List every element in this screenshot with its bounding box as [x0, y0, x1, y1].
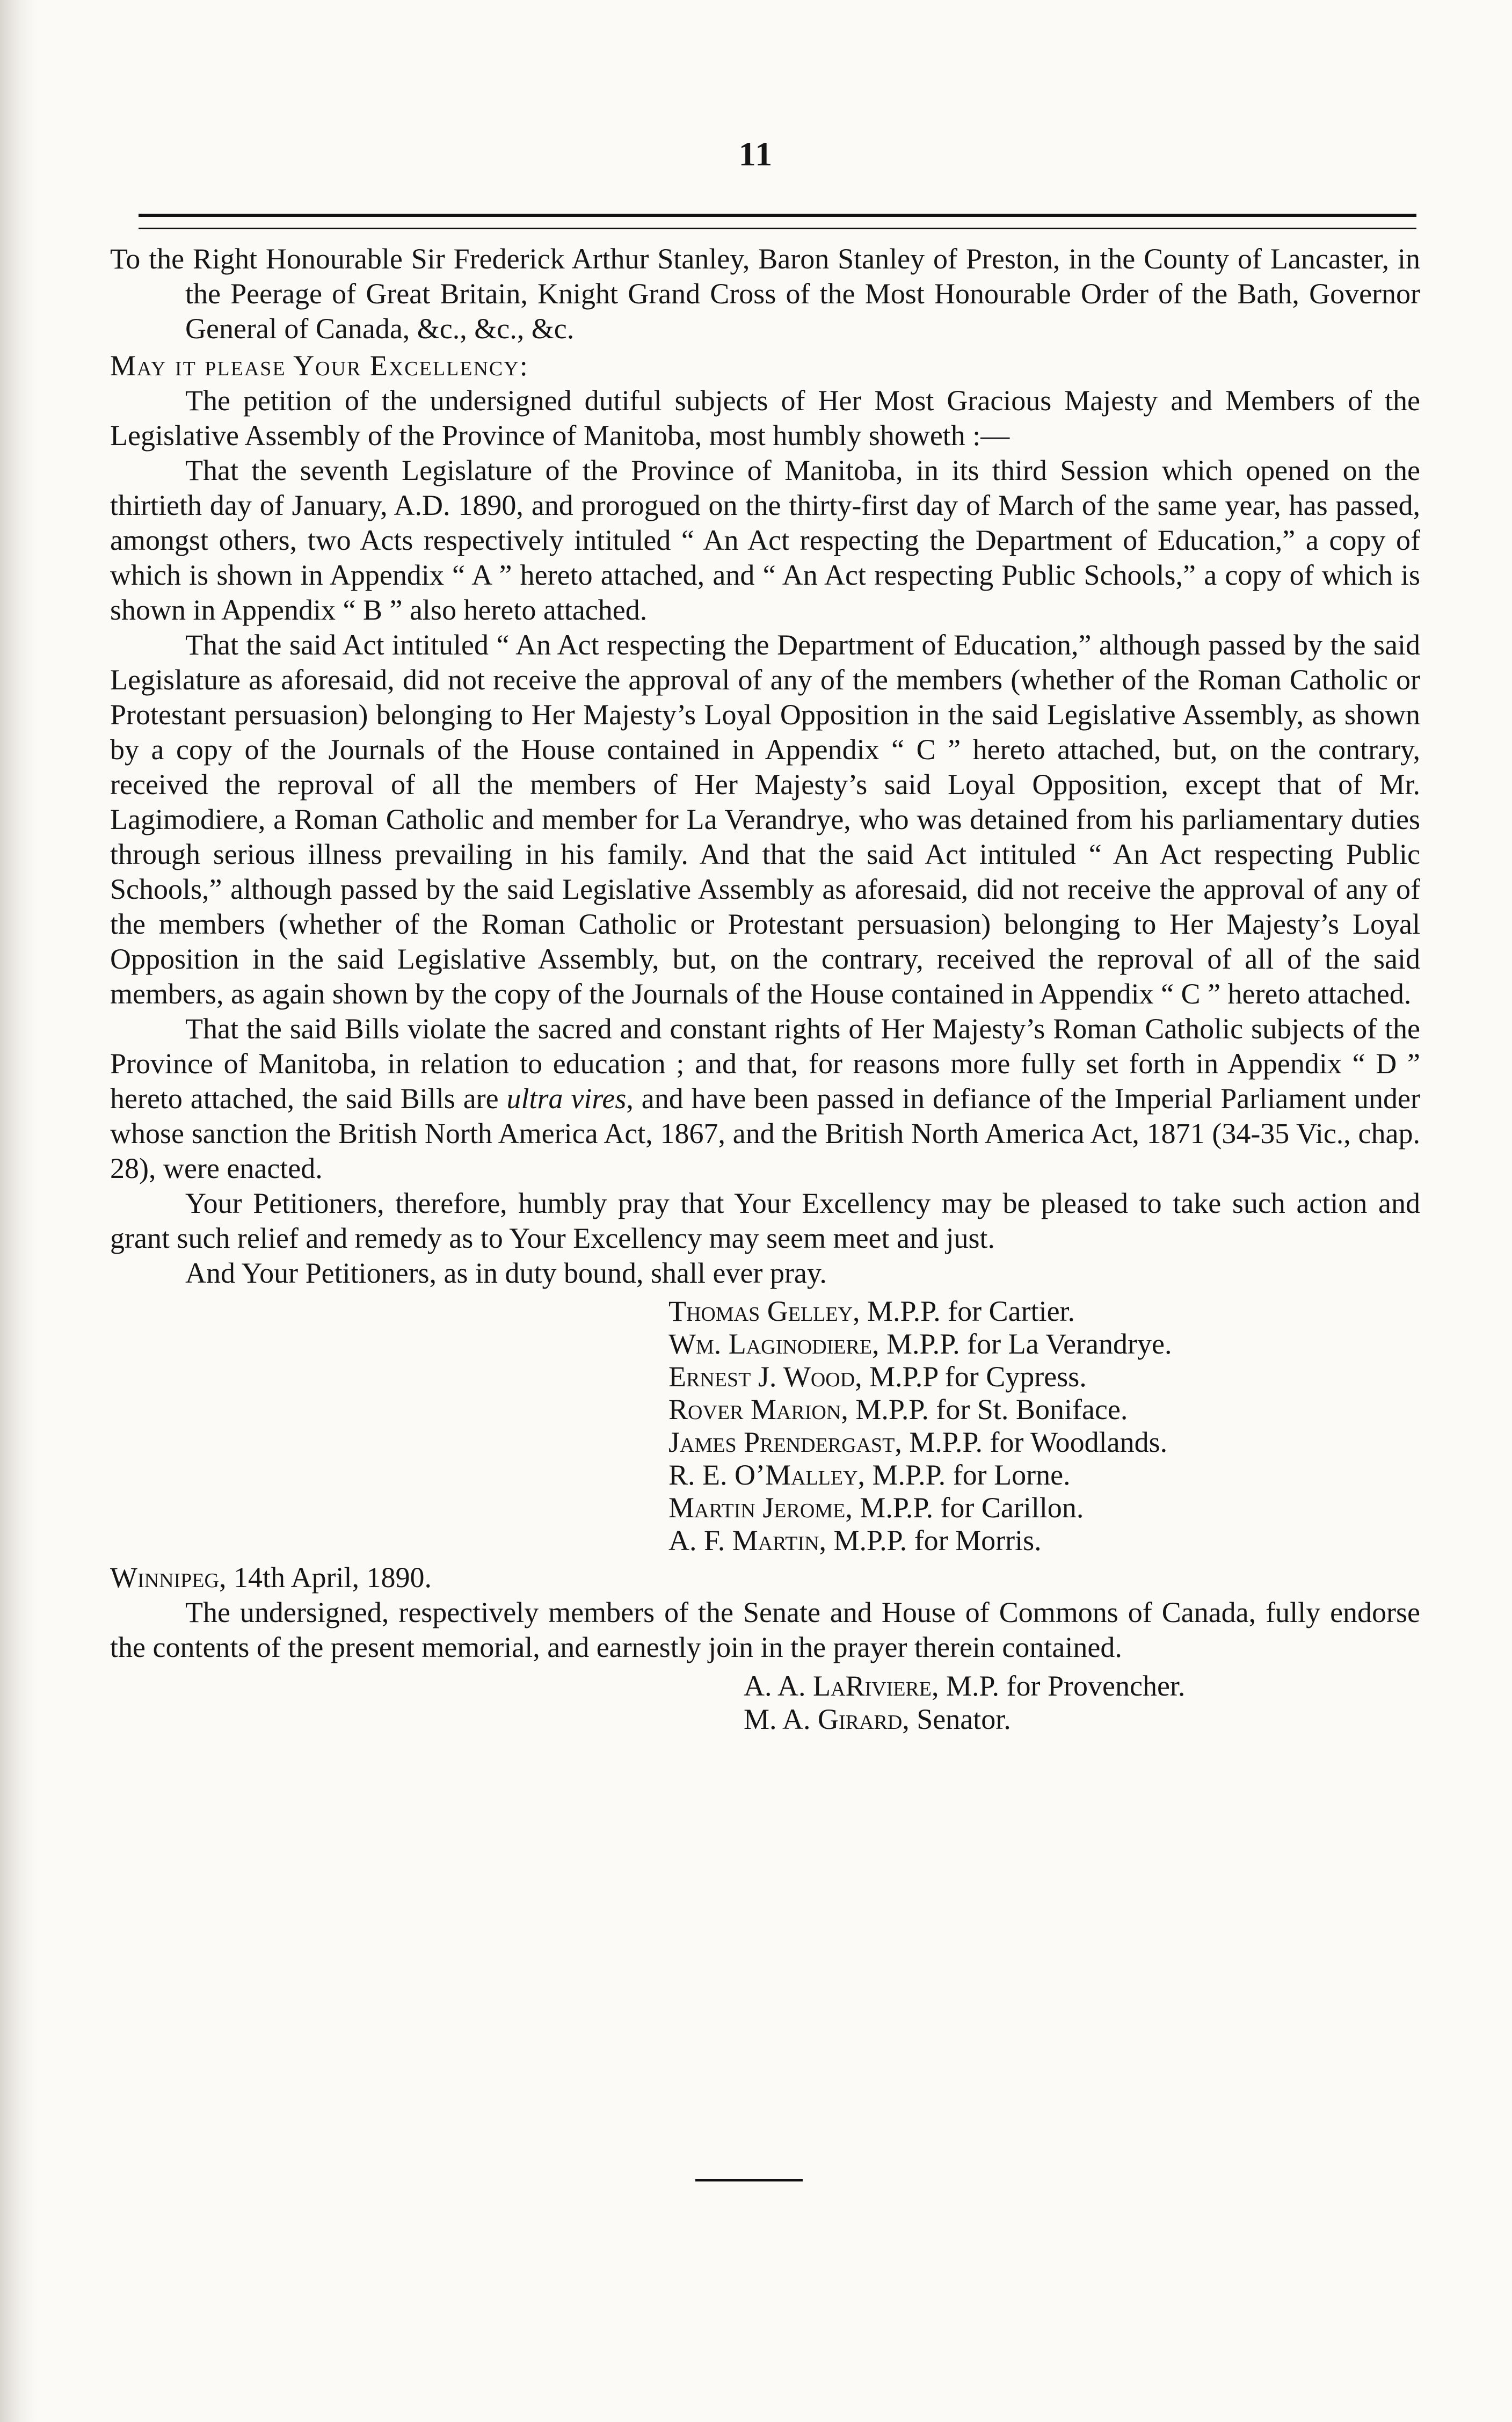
paragraph-bills-violate-before: That the said Bills violate the sacred and constant rights of Her Majesty’s Roman Catholic subjects of the Province of Manitoba, in relation to education ; and that, for reasons more fully set forth in Appendix “ D ” hereto attached, the said Bills are: [110, 1013, 1420, 1115]
signature-line: [668, 1295, 1420, 1328]
ultra-vires-italic: ultra vires: [506, 1082, 627, 1115]
date: , 14th April, 1890.: [219, 1561, 432, 1594]
signatory-title: , M.P. for Provencher.: [931, 1670, 1186, 1702]
signatory-name: A. A. LaRiviere: [744, 1670, 932, 1702]
header-double-rule: [139, 214, 1416, 229]
signatory-name: Thomas Gelley: [668, 1295, 853, 1327]
paragraph-approval: That the said Act intituled “ An Act respecting the Department of Education,” although passed by the said Legislature as aforesaid, did not receive the approval of any of the members (whether of the Roman Catholic or Protestant persuasion) belonging to Her Majesty’s Loyal Opposition in the said Legislative Assembly, as shown by a copy of the Journals of the House contained in Appendix “ C ” hereto attached, but, on the contrary, received the reproval of all the members of Her Majesty’s said Loyal Opposition, except that of Mr. Lagimodiere, a Roman Catholic and member for La Verandrye, who was detained from his parliamentary duties through serious illness prevailing in his family. And that the said Act intituled “ An Act respecting Public Schools,” although passed by the said Legislative Assembly as aforesaid, did not receive the approval of any of the members (whether of the Roman Catholic or Protestant persuasion) belonging to Her Majesty’s Loyal Opposition in the said Legislative Assembly, but, on the contrary, received the reproval of all of the said members, as again shown by the copy of the Journals of the House contained in Appendix “ C ” hereto attached.: [110, 629, 1420, 1010]
signature-line: [668, 1328, 1420, 1361]
signatory-title: , M.P.P. for St. Boniface.: [841, 1393, 1128, 1425]
signatory-title: , M.P.P. for Cartier.: [853, 1295, 1075, 1327]
signatory-title: , M.P.P. for La Verandrye.: [872, 1328, 1172, 1360]
signature-line: [668, 1459, 1420, 1492]
signatory-name: James Prendergast: [668, 1426, 895, 1458]
paragraph-endorsement: The undersigned, respectively members of the Senate and House of Commons of Canada, fully endorse the contents of the present memorial, and earnestly join in the prayer therein contained.: [110, 1596, 1420, 1663]
petition-text: [110, 242, 1420, 1736]
addressee: To the Right Honourable Sir Frederick Arthur Stanley, Baron Stanley of Preston, in the County of Lancaster, in the Peerage of Great Britain, Knight Grand Cross of the Most Honourable Order of the Bath, Governor General of Canada, &c., &c., &c.: [110, 243, 1420, 345]
paragraph-petition-intro: The petition of the undersigned dutiful subjects of Her Most Gracious Majesty and Members of the Legislative Assembly of the Province of Manitoba, most humbly showeth :—: [110, 384, 1420, 452]
signatory-name: Ernest J. Wood: [668, 1361, 855, 1393]
signature-line: [744, 1703, 1420, 1736]
signature-block: [668, 1295, 1420, 1557]
signatory-title: , M.P.P. for Carillon.: [845, 1492, 1084, 1524]
paragraph-closing: And Your Petitioners, as in duty bound, shall ever pray.: [185, 1257, 827, 1289]
signatory-title: , M.P.P. for Woodlands.: [895, 1426, 1168, 1458]
closing-rule: [695, 2179, 803, 2181]
signature-line: [668, 1426, 1420, 1459]
page-number: 11: [738, 135, 774, 173]
signature-line: [668, 1393, 1420, 1426]
place-date-line: [110, 1560, 1420, 1595]
paragraph-bills-violate: [110, 1012, 1420, 1186]
paragraph-legislature-acts: That the seventh Legislature of the Province of Manitoba, in its third Session which opened on the thirtieth day of January, A.D. 1890, and prorogued on the thirty-first day of March of the same year, has passed, amongst others, two Acts respectively intituled “ An Act respecting the Department of Education,” a copy of which is shown in Appendix “ A ” hereto attached, and “ An Act respecting Public Schools,” a copy of which is shown in Appendix “ B ” also hereto attached.: [110, 454, 1420, 626]
scan-binding-edge: [0, 0, 38, 2422]
signatory-name: A. F. Martin: [668, 1524, 819, 1557]
signatory-title: , M.P.P. for Lorne.: [857, 1459, 1071, 1491]
signatory-name: Wm. Laginodiere: [668, 1328, 873, 1360]
place: Winnipeg: [110, 1561, 219, 1594]
signatory-title: , M.P.P for Cypress.: [855, 1361, 1087, 1393]
signature-line: [668, 1492, 1420, 1524]
paragraph-prayer: Your Petitioners, therefore, humbly pray that Your Excellency may be pleased to take such action and grant such relief and remedy as to Your Excellency may seem meet and just.: [110, 1187, 1420, 1254]
endorsement-signature-block: [744, 1669, 1420, 1736]
salutation: May it please Your Excellency:: [110, 350, 529, 382]
signature-line: [668, 1524, 1420, 1557]
signatory-title: , M.P.P. for Morris.: [819, 1524, 1042, 1557]
signature-line: [744, 1669, 1420, 1703]
signatory-name: Rover Marion: [668, 1393, 841, 1425]
signatory-name: R. E. O’Malley: [668, 1459, 858, 1491]
paragraph-bills-violate-after: , and have been passed in defiance of the Imperial Parliament under whose sanction the British North America Act, 1867, and the British North America Act, 1871 (34-35 Vic., chap. 28), were enacted.: [110, 1082, 1421, 1184]
signatory-name: Martin Jerome: [668, 1492, 846, 1524]
signatory-name: M. A. Girard: [744, 1703, 903, 1735]
signature-line: [668, 1361, 1420, 1393]
signatory-title: , Senator.: [902, 1703, 1011, 1735]
